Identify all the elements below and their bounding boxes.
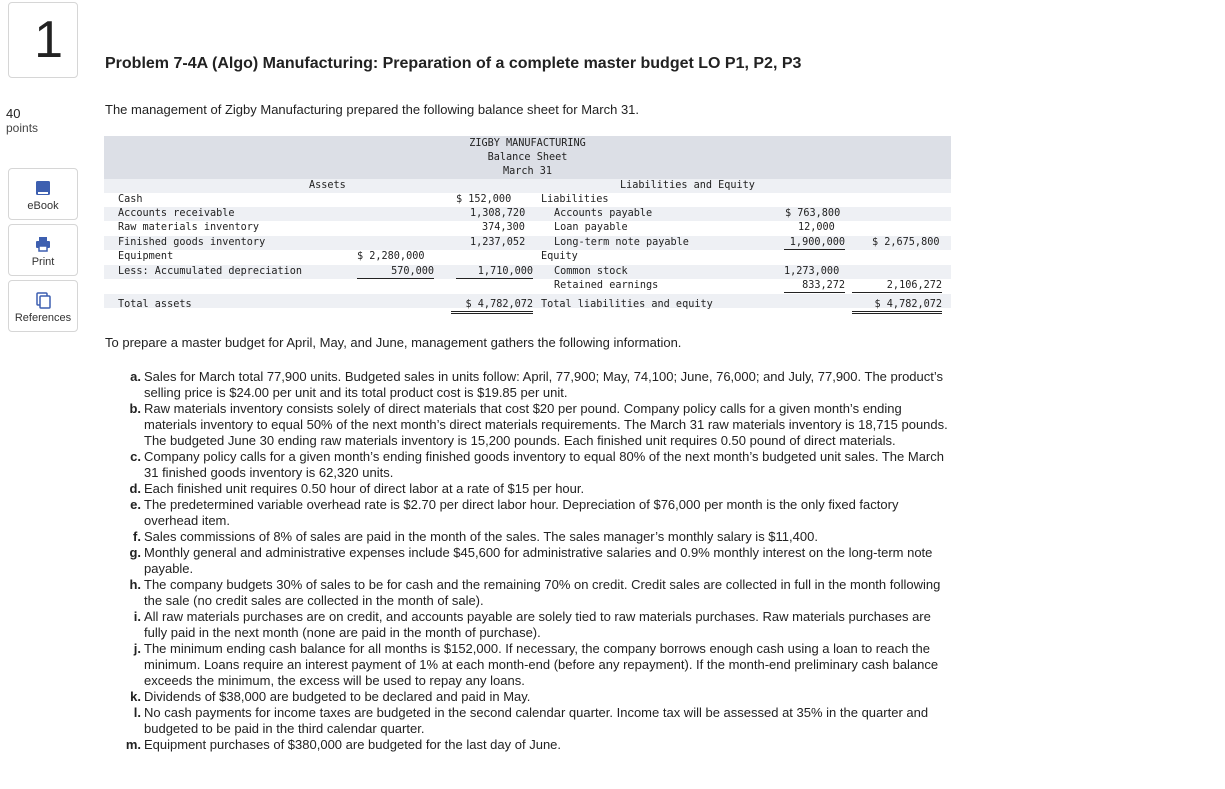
liab-value: 12,000 [798, 222, 835, 233]
asset-value: 1,308,720 [470, 208, 526, 219]
item-text: The predetermined variable overhead rate is $2.70 per direct labor hour. Depreciation of $76,000 per month is the only fixed factory overhead item. [144, 497, 899, 528]
item-text: Monthly general and administrative expenses include $45,600 for administrative salaries and 0.9% monthly interest on the long-term note payable. [144, 545, 933, 576]
equity-subtotal: 2,106,272 [852, 280, 942, 293]
print-label: Print [31, 256, 55, 268]
list-item [125, 737, 955, 753]
info-intro: To prepare a master budget for April, May, and June, management gathers the following information. [105, 335, 682, 350]
item-text: No cash payments for income taxes are budgeted in the second calendar quarter. Income tax will be assessed at 35% in the quarter and budgeted to be paid in the third calendar quarter. [144, 705, 929, 736]
item-letter: e. [130, 497, 141, 512]
total-assets-label: Total assets [118, 299, 192, 310]
item-letter: c. [130, 449, 141, 464]
total-liab-label: Total liabilities and equity [541, 299, 713, 310]
printer-icon [34, 235, 52, 253]
equity-label: Common stock [554, 266, 628, 277]
item-text: Each finished unit requires 0.50 hour of direct labor at a rate of $15 per hour. [144, 481, 585, 496]
liab-value: $ 763,800 [785, 208, 841, 219]
item-letter: f. [133, 529, 141, 544]
book-icon [34, 179, 52, 197]
list-item [125, 401, 955, 449]
asset-value: $ 152,000 [456, 194, 512, 205]
asset-label: Accounts receivable [118, 208, 235, 219]
asset-subvalue: 570,000 [357, 266, 434, 279]
item-text: The company budgets 30% of sales to be for cash and the remaining 70% on credit. Credit sales are collected in full in the month following the sale (no credit sales are collected in the month of sale). [144, 577, 941, 608]
item-letter: b. [129, 401, 141, 416]
item-letter: a. [130, 369, 141, 384]
asset-value: 374,300 [482, 222, 525, 233]
list-item [125, 641, 955, 689]
statement-date: March 31 [502, 166, 553, 177]
list-item [125, 577, 955, 609]
balance-sheet-header [104, 136, 951, 179]
ebook-label: eBook [27, 200, 59, 212]
question-number: 1 [8, 2, 78, 78]
equity-value: 1,273,000 [784, 266, 840, 277]
print-button[interactable] [8, 224, 78, 276]
points-indicator [6, 107, 38, 135]
list-item [125, 497, 955, 529]
asset-label: Cash [118, 194, 143, 205]
points-value: 40 [6, 106, 21, 121]
list-item [125, 689, 955, 705]
liab-label: Loan payable [554, 222, 628, 233]
item-letter: d. [129, 481, 141, 496]
list-item [125, 545, 955, 577]
list-item [125, 609, 955, 641]
item-text: All raw materials purchases are on credit, and accounts payable are solely tied to raw materials purchases. Raw materials purchases are fully paid in the next month (none are paid in the month of purchase). [144, 609, 931, 640]
total-liab-value: $ 4,782,072 [852, 299, 942, 314]
item-letter: h. [129, 577, 141, 592]
equity-section-label: Equity [541, 251, 578, 262]
balance-sheet [104, 136, 951, 319]
statement-name: Balance Sheet [487, 152, 568, 163]
liab-section-label: Liabilities [541, 194, 609, 205]
asset-label: Raw materials inventory [118, 222, 260, 233]
equity-label: Retained earnings [554, 280, 659, 291]
list-item [125, 369, 955, 401]
total-assets-value: $ 4,782,072 [451, 299, 533, 314]
item-text: Sales commissions of 8% of sales are paid in the month of the sales. The sales manager’s monthly salary is $11,400. [144, 529, 818, 544]
liab-subtotal: $ 2,675,800 [872, 237, 940, 248]
list-item [125, 529, 955, 545]
item-letter: k. [130, 689, 141, 704]
item-text: Dividends of $38,000 are budgeted to be declared and paid in May. [144, 689, 531, 704]
list-item [125, 705, 955, 737]
assets-header: Assets [309, 180, 346, 191]
references-label: References [14, 312, 72, 324]
ebook-button[interactable] [8, 168, 78, 220]
asset-value: 1,710,000 [456, 266, 533, 279]
item-text: The minimum ending cash balance for all months is $152,000. If necessary, the company borrows enough cash using a loan to reach the minimum. Loans require an interest payment of 1% at each month-end (before any repayment). If the month-end preliminary cash balance exceeds the minimum, the excess will be used to repay any loans. [144, 641, 939, 688]
item-text: Sales for March total 77,900 units. Budgeted sales in units follow: April, 77,900; May, 74,100; June, 76,000; and July, 77,900. The product’s selling price is $24.00 per unit and its total product cost is $19.85 per unit. [144, 369, 944, 400]
references-button[interactable] [8, 280, 78, 332]
references-icon [34, 291, 52, 309]
item-letter: m. [125, 737, 141, 752]
liabilities-equity-header: Liabilities and Equity [620, 180, 755, 191]
info-list [125, 369, 955, 753]
item-letter: g. [129, 545, 141, 560]
asset-label: Equipment [118, 251, 174, 262]
asset-label: Less: Accumulated depreciation [118, 266, 303, 277]
item-text: Raw materials inventory consists solely of direct materials that cost $20 per pound. Company policy calls for a given month’s ending materials inventory to equal 50% of the next month’s direct materials requirements. The March 31 raw materials inventory is 18,715 pounds. The budgeted June 30 ending raw materials inventory is 15,200 pounds. Each finished unit requires 0.50 pound of direct materials. [144, 401, 948, 448]
liab-label: Long-term note payable [554, 237, 689, 248]
asset-label: Finished goods inventory [118, 237, 266, 248]
liab-value: 1,900,000 [784, 237, 845, 250]
problem-title: Problem 7-4A (Algo) Manufacturing: Preparation of a complete master budget LO P1, P2, P3 [105, 55, 802, 72]
list-item [125, 449, 955, 481]
intro-text: The management of Zigby Manufacturing prepared the following balance sheet for March 31. [105, 102, 640, 117]
points-label: points [6, 121, 39, 135]
liab-label: Accounts payable [554, 208, 653, 219]
asset-value: 1,237,052 [470, 237, 526, 248]
item-text: Equipment purchases of $380,000 are budgeted for the last day of June. [144, 737, 562, 752]
company-name: ZIGBY MANUFACTURING [469, 138, 586, 149]
item-text: Company policy calls for a given month’s ending finished goods inventory to equal 80% of the next month’s budgeted unit sales. The March 31 finished goods inventory is 62,320 units. [144, 449, 944, 480]
equity-value: 833,272 [784, 280, 845, 293]
item-letter: j. [133, 641, 141, 656]
list-item [125, 481, 955, 497]
asset-subvalue: $ 2,280,000 [357, 251, 425, 262]
item-letter: l. [133, 705, 141, 720]
item-letter: i. [133, 609, 141, 624]
